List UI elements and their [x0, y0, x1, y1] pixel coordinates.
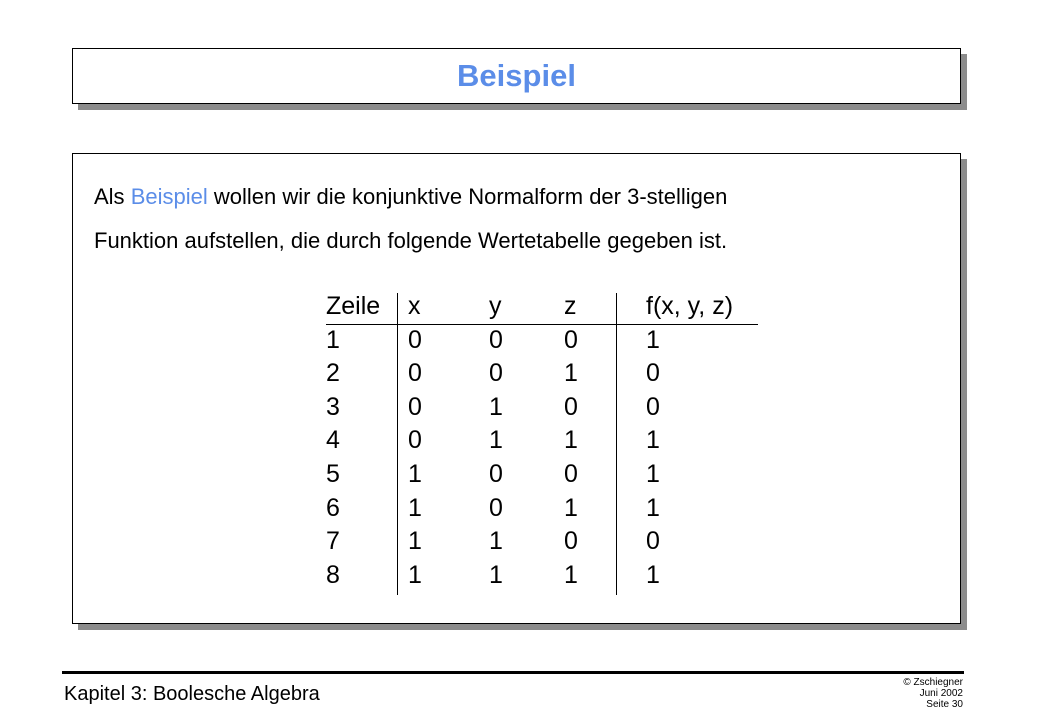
cell-x: 0	[408, 325, 422, 354]
intro-line-1	[94, 184, 727, 210]
intro-pre: Als	[94, 184, 131, 209]
cell-zeile: 8	[326, 560, 340, 589]
footer-meta	[903, 677, 963, 710]
table-divider-after-zeile	[397, 293, 398, 595]
cell-f: 0	[646, 359, 660, 388]
cell-f: 1	[646, 325, 660, 354]
cell-zeile: 2	[326, 359, 340, 388]
cell-zeile: 6	[326, 493, 340, 522]
cell-z: 0	[564, 459, 578, 488]
cell-y: 0	[489, 359, 503, 388]
cell-f: 1	[646, 459, 660, 488]
cell-y: 1	[489, 527, 503, 556]
intro-highlight: Beispiel	[130, 184, 208, 209]
cell-zeile: 5	[326, 459, 340, 488]
cell-z: 0	[564, 325, 578, 354]
cell-x: 1	[408, 527, 422, 556]
title-box	[72, 48, 961, 104]
cell-z: 0	[564, 527, 578, 556]
cell-y: 1	[489, 426, 503, 455]
cell-x: 1	[408, 459, 422, 488]
cell-z: 1	[564, 426, 578, 455]
header-zeile: Zeile	[326, 292, 381, 320]
header-f: f(x, y, z)	[646, 292, 734, 320]
cell-f: 1	[646, 560, 660, 589]
cell-f: 1	[646, 426, 660, 455]
intro-line-2: Funktion aufstellen, die durch folgende Wertetabelle gegeben ist.	[94, 228, 728, 253]
cell-f: 1	[646, 493, 660, 522]
cell-x: 1	[408, 560, 422, 589]
cell-zeile: 7	[326, 527, 340, 556]
cell-x: 0	[408, 359, 422, 388]
cell-z: 1	[564, 359, 578, 388]
footer-copyright: © Zschiegner	[903, 677, 963, 688]
cell-y: 1	[489, 392, 503, 421]
footer-rule	[62, 671, 964, 674]
cell-y: 0	[489, 325, 503, 354]
content-box	[72, 153, 961, 624]
header-x: x	[408, 292, 421, 320]
cell-zeile: 4	[326, 426, 340, 455]
footer-chapter: Kapitel 3: Boolesche Algebra	[64, 683, 320, 705]
cell-y: 1	[489, 560, 503, 589]
cell-zeile: 1	[326, 325, 340, 354]
footer-page: Seite 30	[926, 699, 963, 710]
cell-x: 0	[408, 426, 422, 455]
table-divider-before-f	[616, 293, 617, 595]
cell-x: 0	[408, 392, 422, 421]
slide-title: Beispiel	[457, 58, 576, 93]
header-z: z	[564, 292, 577, 320]
cell-z: 1	[564, 493, 578, 522]
table-header-rule	[326, 324, 758, 325]
cell-zeile: 3	[326, 392, 340, 421]
intro-post: wollen wir die konjunktive Normalform der 3-stelligen	[207, 184, 728, 209]
cell-f: 0	[646, 392, 660, 421]
cell-y: 0	[489, 493, 503, 522]
cell-f: 0	[646, 527, 660, 556]
cell-z: 1	[564, 560, 578, 589]
cell-x: 1	[408, 493, 422, 522]
cell-y: 0	[489, 459, 503, 488]
cell-z: 0	[564, 392, 578, 421]
header-y: y	[489, 292, 502, 320]
footer-date: Juni 2002	[919, 688, 963, 699]
